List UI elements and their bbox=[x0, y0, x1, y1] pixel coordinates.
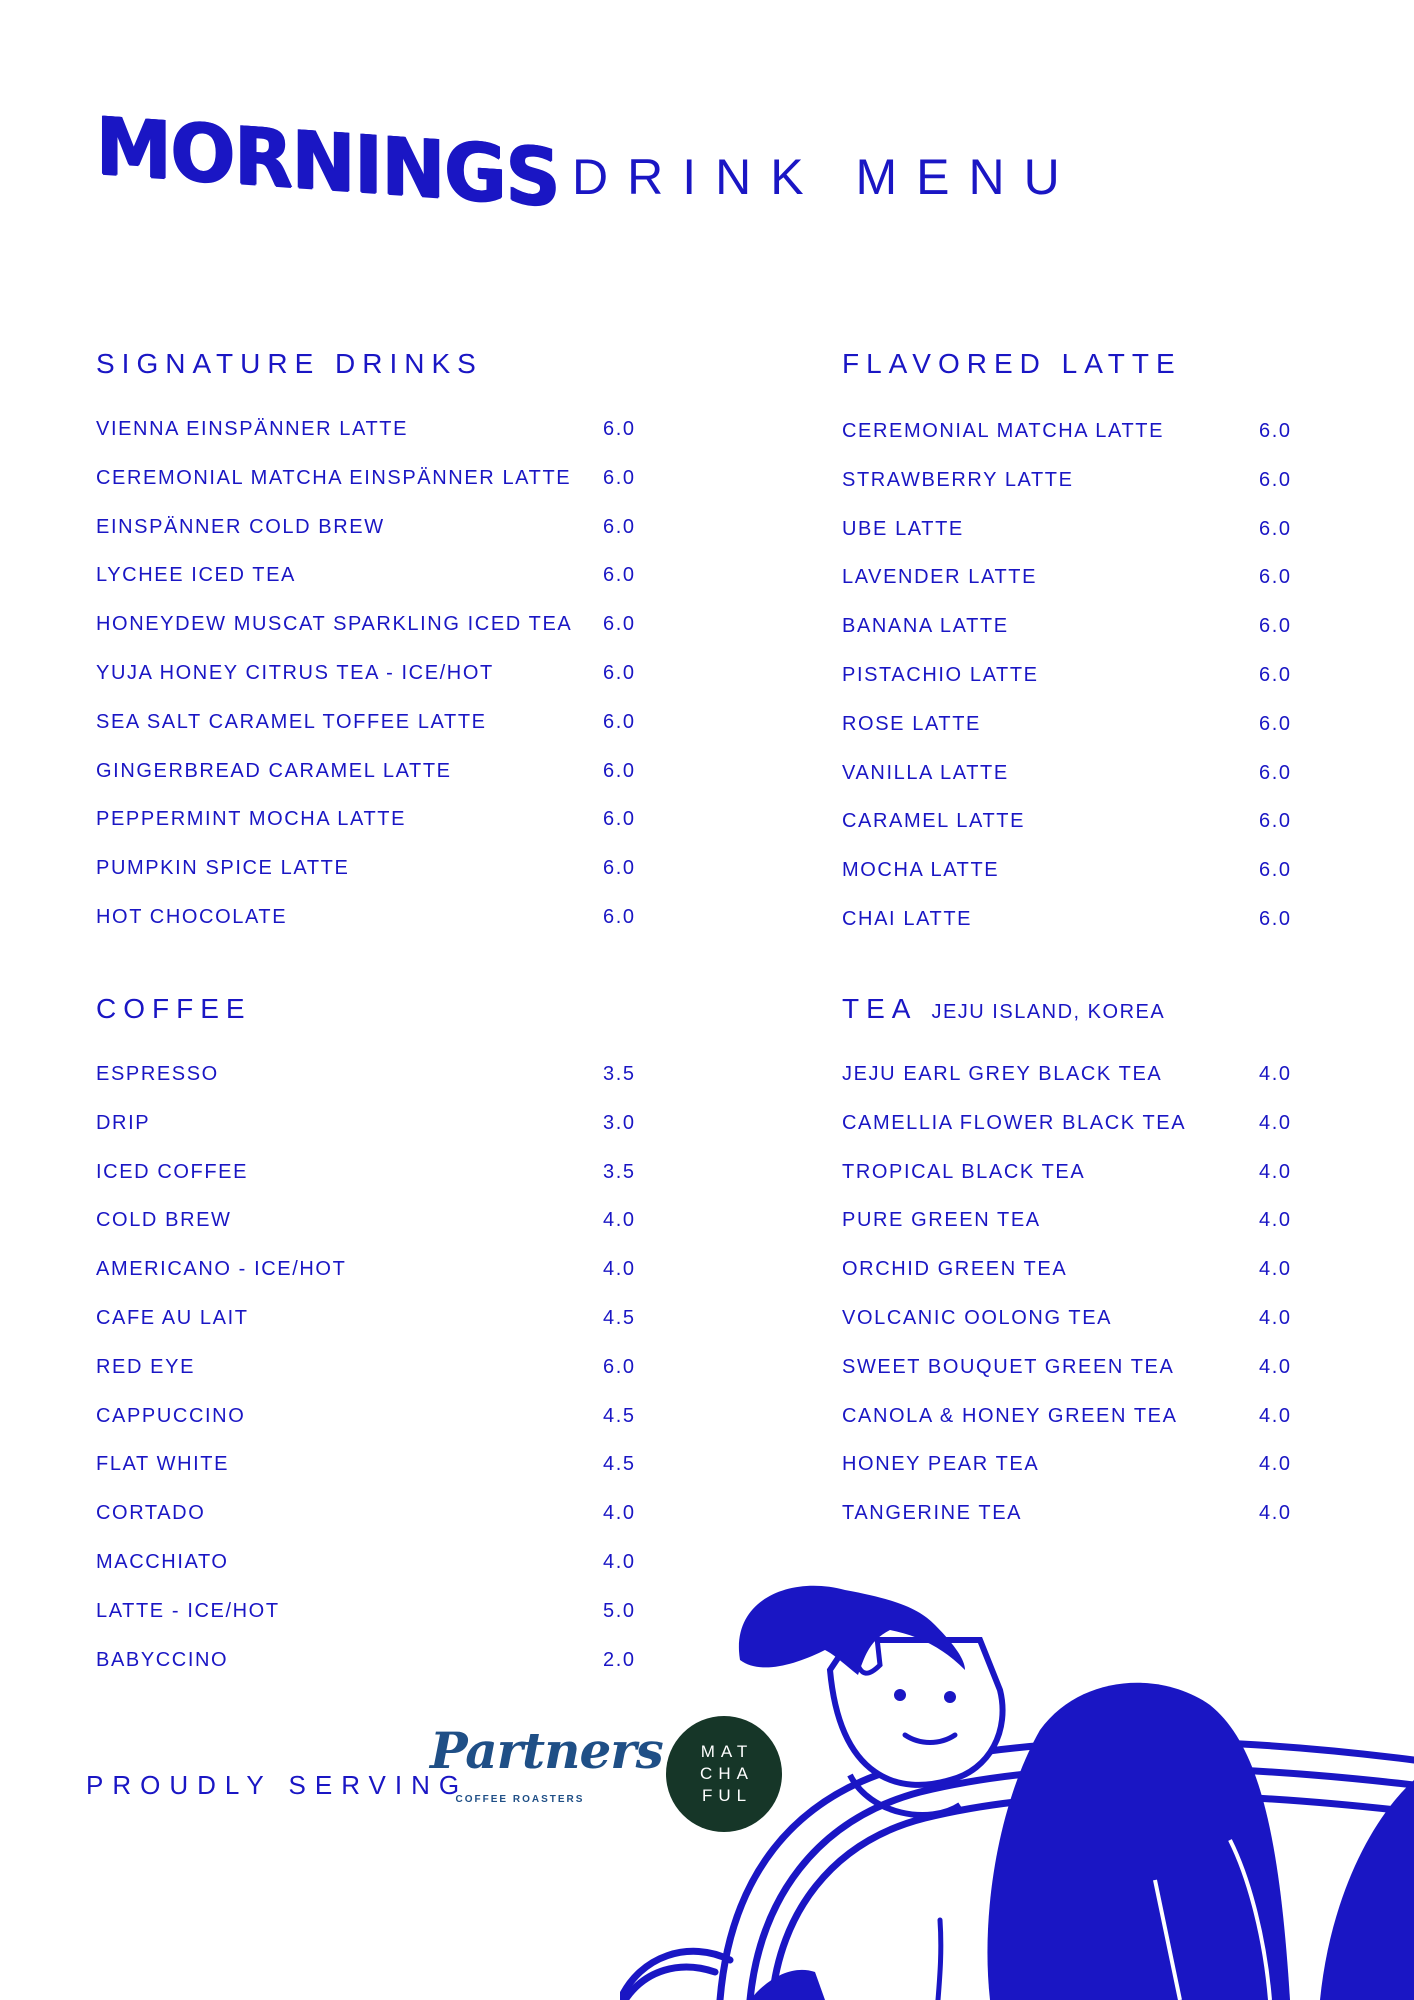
section-flavored-latte bbox=[842, 348, 1292, 955]
menu-item-price: 4.0 bbox=[1259, 1209, 1292, 1232]
menu-item bbox=[96, 1404, 636, 1454]
menu-item-name: VOLCANIC OOLONG TEA bbox=[842, 1306, 1113, 1329]
menu-item-price: 4.0 bbox=[603, 1209, 636, 1232]
section-title: COFFEE bbox=[96, 993, 252, 1024]
menu-item-price: 6.0 bbox=[603, 466, 636, 489]
menu-item bbox=[96, 564, 636, 613]
menu-item bbox=[96, 1111, 636, 1161]
menu-item-price: 6.0 bbox=[1259, 566, 1292, 589]
menu-item bbox=[96, 857, 636, 906]
menu-item-price: 6.0 bbox=[603, 1355, 636, 1378]
menu-item-price: 4.0 bbox=[1259, 1404, 1292, 1427]
menu-item-name: SWEET BOUQUET GREEN TEA bbox=[842, 1355, 1175, 1378]
menu-item bbox=[842, 1502, 1292, 1551]
menu-item-price: 6.0 bbox=[603, 661, 636, 684]
menu-item-price: 6.0 bbox=[1259, 907, 1292, 930]
menu-item-price: 4.0 bbox=[1259, 1063, 1292, 1085]
menu-item-name: STRAWBERRY LATTE bbox=[842, 468, 1074, 491]
section-coffee bbox=[96, 993, 636, 1697]
menu-item-name: HONEYDEW MUSCAT SPARKLING ICED TEA bbox=[96, 613, 573, 636]
menu-item-price: 6.0 bbox=[603, 808, 636, 831]
item-list bbox=[96, 418, 636, 955]
menu-item-name: CEREMONIAL MATCHA EINSPÄNNER LATTE bbox=[96, 466, 572, 489]
menu-item bbox=[96, 515, 636, 565]
menu-item-name: PUMPKIN SPICE LATTE bbox=[96, 857, 350, 880]
matchaful-line: MAT bbox=[700, 1742, 754, 1761]
menu-item-name: UBE LATTE bbox=[842, 517, 964, 540]
menu-item-name: JEJU EARL GREY BLACK TEA bbox=[842, 1063, 1163, 1085]
menu-item bbox=[842, 615, 1292, 664]
menu-item bbox=[96, 1209, 636, 1258]
menu-item-price: 6.0 bbox=[603, 710, 636, 733]
menu-item-name: MACCHIATO bbox=[96, 1550, 229, 1573]
menu-item-price: 4.0 bbox=[1259, 1258, 1292, 1281]
menu-item bbox=[96, 1063, 636, 1112]
menu-item bbox=[96, 905, 636, 955]
menu-item-price: 4.0 bbox=[1259, 1160, 1292, 1183]
menu-item-price: 4.0 bbox=[1259, 1355, 1292, 1378]
menu-item-name: VANILLA LATTE bbox=[842, 761, 1009, 784]
menu-item-price: 4.0 bbox=[1259, 1502, 1292, 1525]
menu-item bbox=[96, 1306, 636, 1356]
menu-item-name: TROPICAL BLACK TEA bbox=[842, 1160, 1086, 1183]
menu-item-name: ORCHID GREEN TEA bbox=[842, 1258, 1068, 1281]
menu-item bbox=[842, 1355, 1292, 1405]
menu-item-price: 6.0 bbox=[603, 759, 636, 782]
menu-item-price: 6.0 bbox=[1259, 615, 1292, 638]
menu-item-name: YUJA HONEY CITRUS TEA - ICE/HOT bbox=[96, 661, 494, 684]
menu-item-price: 6.0 bbox=[1259, 810, 1292, 833]
menu-item bbox=[842, 712, 1292, 762]
menu-item bbox=[842, 859, 1292, 908]
menu-item-price: 5.0 bbox=[603, 1599, 636, 1622]
menu-item-price: 6.0 bbox=[1259, 761, 1292, 784]
menu-item-name: CHAI LATTE bbox=[842, 907, 973, 930]
partners-logo-sub: COFFEE ROASTERS bbox=[455, 1794, 585, 1805]
menu-item-price: 3.0 bbox=[603, 1111, 636, 1134]
menu-item bbox=[96, 1453, 636, 1502]
menu-item-name: CAMELLIA FLOWER BLACK TEA bbox=[842, 1111, 1187, 1134]
menu-item-name: BANANA LATTE bbox=[842, 615, 1009, 638]
menu-item-price: 2.0 bbox=[603, 1648, 636, 1671]
menu-item-price: 6.0 bbox=[603, 515, 636, 538]
menu-item-name: MOCHA LATTE bbox=[842, 859, 1000, 882]
menu-item bbox=[842, 1306, 1292, 1356]
menu-item bbox=[96, 1160, 636, 1210]
menu-item-price: 6.0 bbox=[603, 857, 636, 880]
menu-item-name: EINSPÄNNER COLD BREW bbox=[96, 515, 385, 538]
menu-item-name: BABYCCINO bbox=[96, 1648, 229, 1671]
matchaful-line: FUL bbox=[701, 1786, 753, 1805]
menu-item-name: COLD BREW bbox=[96, 1209, 232, 1232]
menu-item bbox=[842, 468, 1292, 518]
menu-item-name: HONEY PEAR TEA bbox=[842, 1453, 1040, 1476]
menu-item-price: 6.0 bbox=[603, 418, 636, 440]
proudly-serving-label: PROUDLY SERVING bbox=[86, 1770, 469, 1800]
menu-item-price: 6.0 bbox=[1259, 420, 1292, 442]
menu-item-name: CAPPUCCINO bbox=[96, 1404, 246, 1427]
menu-item-name: SEA SALT CARAMEL TOFFEE LATTE bbox=[96, 710, 487, 733]
menu-item-price: 6.0 bbox=[603, 905, 636, 928]
menu-item-name: PEPPERMINT MOCHA LATTE bbox=[96, 808, 407, 831]
menu-item bbox=[842, 1404, 1292, 1454]
menu-item bbox=[96, 1550, 636, 1600]
menu-item bbox=[842, 907, 1292, 957]
menu-item bbox=[96, 1599, 636, 1649]
menu-item-price: 6.0 bbox=[603, 613, 636, 636]
menu-item-price: 3.5 bbox=[603, 1160, 636, 1183]
mornings-logo: MORNINGS bbox=[96, 98, 560, 225]
menu-item bbox=[96, 466, 636, 516]
menu-item-price: 4.5 bbox=[603, 1453, 636, 1476]
partners-logo-word: Partners bbox=[430, 1721, 663, 1780]
menu-item-price: 6.0 bbox=[1259, 468, 1292, 491]
menu-item-name: HOT CHOCOLATE bbox=[96, 905, 288, 928]
menu-item-name: PURE GREEN TEA bbox=[842, 1209, 1041, 1232]
menu-item bbox=[96, 1355, 636, 1405]
menu-item bbox=[96, 1502, 636, 1551]
menu-item bbox=[96, 613, 636, 662]
section-signature-drinks bbox=[96, 348, 636, 955]
menu-item-name: DRIP bbox=[96, 1111, 151, 1134]
section-title: FLAVORED LATTE bbox=[842, 348, 1182, 379]
menu-item-price: 6.0 bbox=[1259, 859, 1292, 882]
menu-item bbox=[842, 810, 1292, 859]
menu-item bbox=[842, 1160, 1292, 1210]
page-title: DRINK MENU bbox=[572, 149, 1079, 205]
menu-item bbox=[842, 1111, 1292, 1161]
menu-item-price: 4.5 bbox=[603, 1404, 636, 1427]
section-title: TEA bbox=[842, 993, 918, 1024]
menu-item-price: 4.0 bbox=[603, 1258, 636, 1281]
menu-item-name: CARAMEL LATTE bbox=[842, 810, 1026, 833]
section-tea bbox=[842, 993, 1292, 1551]
menu-item bbox=[96, 759, 636, 809]
menu-item-price: 6.0 bbox=[603, 564, 636, 587]
menu-item-name: PISTACHIO LATTE bbox=[842, 663, 1039, 686]
menu-item-price: 3.5 bbox=[603, 1063, 636, 1085]
section-title-row bbox=[842, 995, 1165, 1023]
menu-item-name: CORTADO bbox=[96, 1502, 206, 1525]
section-title: SIGNATURE DRINKS bbox=[96, 348, 483, 379]
menu-item-name: CAFE AU LAIT bbox=[96, 1306, 249, 1329]
menu-item bbox=[842, 517, 1292, 567]
menu-item bbox=[842, 761, 1292, 811]
menu-item bbox=[96, 1648, 636, 1698]
menu-item-name: LYCHEE ICED TEA bbox=[96, 564, 296, 587]
menu-item bbox=[842, 663, 1292, 713]
menu-item-name: TANGERINE TEA bbox=[842, 1502, 1023, 1525]
menu-item-name: ICED COFFEE bbox=[96, 1160, 249, 1183]
menu-item bbox=[842, 1063, 1292, 1112]
menu-item-name: FLAT WHITE bbox=[96, 1453, 230, 1476]
menu-item-price: 6.0 bbox=[1259, 663, 1292, 686]
item-list bbox=[96, 1063, 636, 1697]
menu-item-price: 4.0 bbox=[603, 1550, 636, 1573]
menu-item-name: CEREMONIAL MATCHA LATTE bbox=[842, 420, 1165, 442]
menu-item-price: 4.5 bbox=[603, 1306, 636, 1329]
menu-item-name: ESPRESSO bbox=[96, 1063, 219, 1085]
menu-item bbox=[96, 661, 636, 711]
partners-logo bbox=[430, 1721, 663, 1812]
menu-item-name: VIENNA EINSPÄNNER LATTE bbox=[96, 418, 409, 440]
menu-item bbox=[96, 1258, 636, 1307]
menu-item bbox=[96, 710, 636, 760]
menu-item-name: LAVENDER LATTE bbox=[842, 566, 1038, 589]
menu-item bbox=[842, 1209, 1292, 1258]
menu-item-name: LATTE - ICE/HOT bbox=[96, 1599, 280, 1622]
menu-item bbox=[842, 1258, 1292, 1307]
section-subtitle: JEJU ISLAND, KOREA bbox=[931, 1001, 1166, 1023]
item-list bbox=[842, 418, 1292, 955]
menu-item-name: CANOLA & HONEY GREEN TEA bbox=[842, 1404, 1178, 1427]
person-illustration bbox=[620, 1580, 1414, 2000]
menu-item-price: 6.0 bbox=[1259, 712, 1292, 735]
menu-item-price: 6.0 bbox=[1259, 517, 1292, 540]
matchaful-line: CHA bbox=[700, 1764, 754, 1783]
menu-item bbox=[842, 566, 1292, 615]
menu-item bbox=[842, 1453, 1292, 1502]
menu-item-name: GINGERBREAD CARAMEL LATTE bbox=[96, 759, 452, 782]
menu-item-name: ROSE LATTE bbox=[842, 712, 981, 735]
menu-item-name: AMERICANO - ICE/HOT bbox=[96, 1258, 347, 1281]
menu-item-price: 4.0 bbox=[603, 1502, 636, 1525]
menu-item-price: 4.0 bbox=[1259, 1111, 1292, 1134]
menu-item bbox=[96, 808, 636, 857]
menu-item-price: 4.0 bbox=[1259, 1306, 1292, 1329]
item-list bbox=[842, 1063, 1292, 1551]
menu-item bbox=[96, 418, 636, 467]
menu-item bbox=[842, 420, 1292, 469]
menu-item-price: 4.0 bbox=[1259, 1453, 1292, 1476]
menu-item-name: RED EYE bbox=[96, 1355, 196, 1378]
